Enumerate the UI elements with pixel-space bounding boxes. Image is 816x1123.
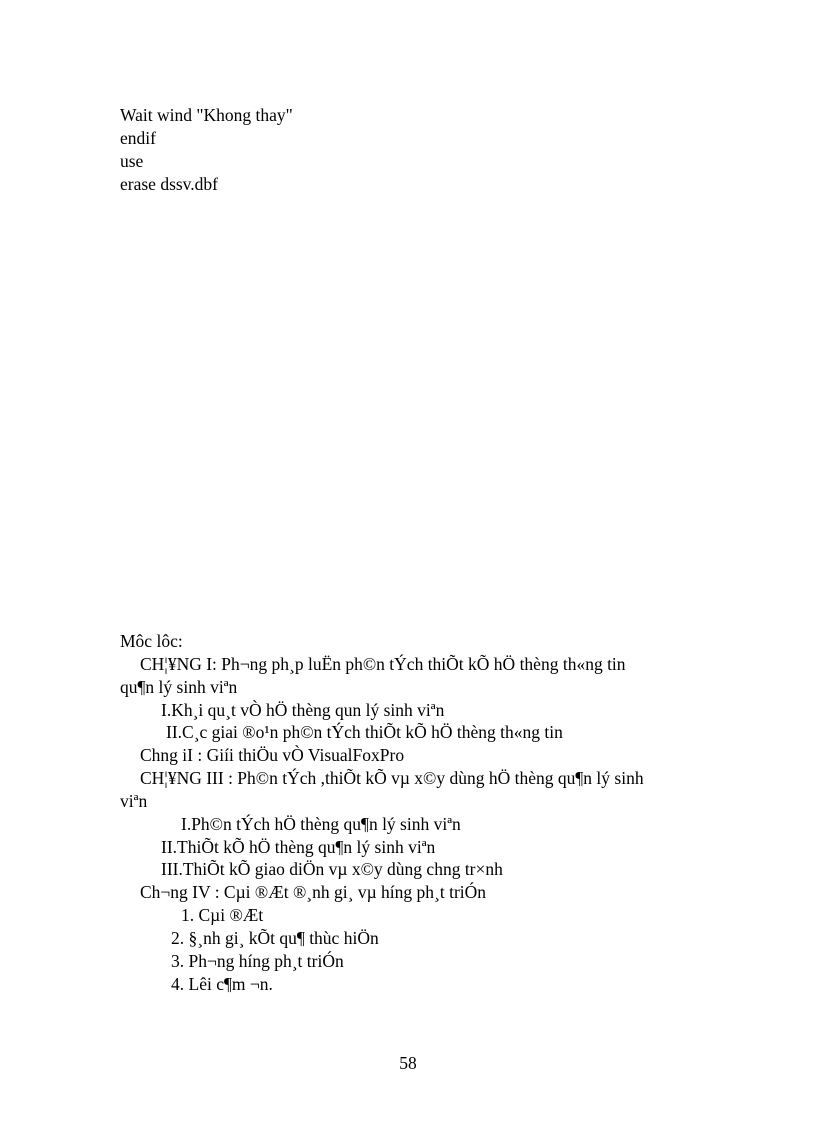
toc-entry: CH¦¥NG III : Ph©n tÝch ,thiÕt kÕ vµ x©y dùng hÖ thèng qu¶n lý sinh bbox=[140, 768, 644, 788]
toc-entry: 3. Ph¬ng híng ph¸t triÓn bbox=[171, 951, 344, 971]
code-line: endif bbox=[120, 128, 156, 148]
toc-entry: II.ThiÕt kÕ hÖ thèng qu¶n lý sinh viªn bbox=[161, 837, 436, 857]
toc-entry: 1. Cµi ®Æt bbox=[181, 905, 264, 925]
page-number: 58 bbox=[399, 1053, 417, 1073]
toc-entry: Chng iI : Giíi thiÖu vÒ VisualFoxPro bbox=[140, 745, 405, 765]
toc-entry: Ch¬ng IV : Cµi ®Æt ®¸nh gi¸ vµ híng ph¸t triÓn bbox=[140, 882, 487, 902]
toc-title: Môc lôc: bbox=[120, 631, 183, 651]
toc-entry: CH¦¥NG I: Ph¬ng ph¸p luËn ph©n tÝch thiÕt kÕ hÖ thèng th«ng tin bbox=[140, 654, 626, 674]
toc-entry: II.C¸c giai ®o¹n ph©n tÝch thiÕt kÕ hÖ thèng th«ng tin bbox=[166, 722, 563, 742]
code-line: erase dssv.dbf bbox=[120, 174, 219, 194]
toc-entry: III.ThiÕt kÕ giao diÖn vµ x©y dùng chng tr×nh bbox=[161, 859, 503, 879]
toc-entry: I.Ph©n tÝch hÖ thèng qu¶n lý sinh viªn bbox=[181, 814, 461, 834]
code-line: Wait wind "Khong thay" bbox=[120, 105, 293, 125]
toc-entry: I.Kh¸i qu¸t vÒ hÖ thèng qun lý sinh viªn bbox=[161, 700, 445, 720]
code-line: use bbox=[120, 151, 144, 171]
toc-entry: viªn bbox=[120, 791, 148, 811]
toc-entry: 4. Lêi c¶m ¬n. bbox=[171, 974, 273, 994]
toc-entry: qu¶n lý sinh viªn bbox=[120, 677, 238, 697]
toc-entry: 2. §¸nh gi¸ kÕt qu¶ thùc hiÖn bbox=[171, 928, 379, 948]
